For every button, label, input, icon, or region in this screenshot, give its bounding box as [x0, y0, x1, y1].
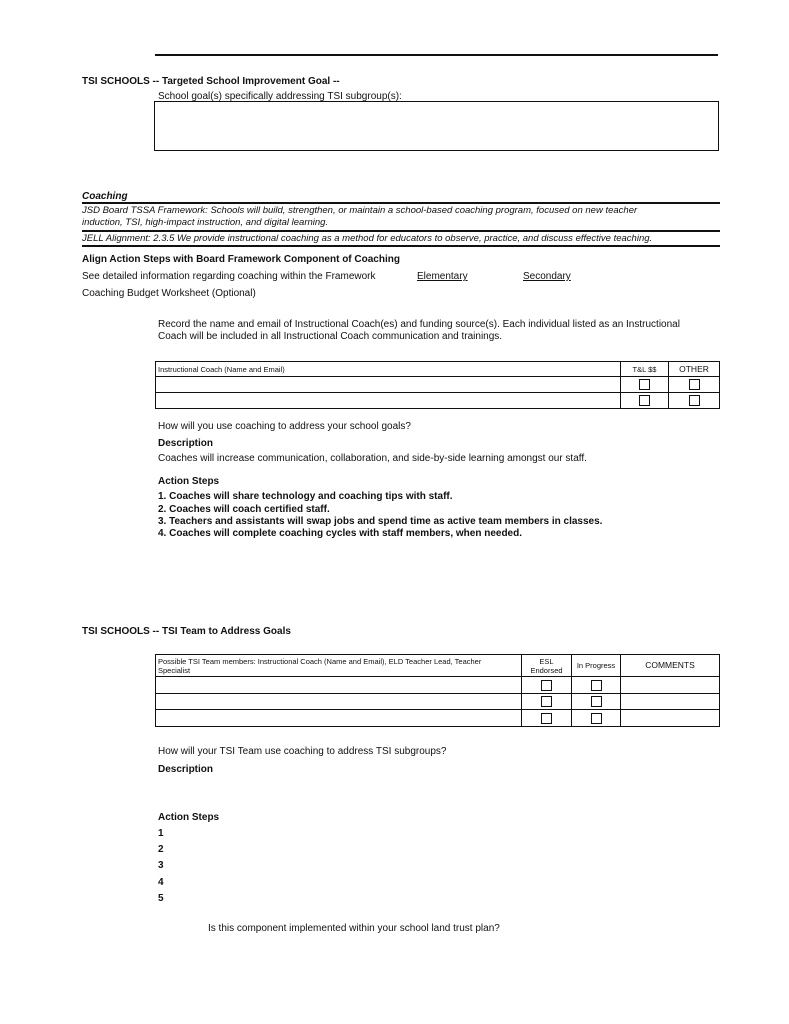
action-step: 4. Coaches will complete coaching cycles with staff members, when needed.: [158, 528, 523, 539]
table-row: [156, 694, 720, 710]
team-member-cell[interactable]: [156, 694, 522, 710]
in-progress-checkbox[interactable]: [591, 680, 602, 691]
in-progress-checkbox[interactable]: [591, 713, 602, 724]
budget-worksheet-text: Coaching Budget Worksheet (Optional): [82, 288, 256, 299]
tsi-team-table: [155, 654, 720, 727]
goal-prompt: School goal(s) specifically addressing TSI subgroup(s):: [158, 91, 402, 102]
comments-cell[interactable]: [621, 694, 720, 710]
goal-input-box[interactable]: [154, 101, 719, 151]
coach-header-other: OTHER: [669, 362, 720, 377]
coaching-heading: Coaching: [82, 191, 128, 202]
team-header-esl: ESL Endorsed: [522, 655, 572, 677]
coaching-rule-1: [82, 202, 720, 204]
team-action-number: 5: [158, 893, 164, 904]
top-rule: [155, 54, 718, 56]
coach-header-tl: T&L $$: [621, 362, 669, 377]
team-member-cell[interactable]: [156, 710, 522, 727]
record-instructions-line2: Coach will be included in all Instructional Coach communication and trainings.: [158, 331, 503, 342]
team-action-number: 4: [158, 877, 164, 888]
table-row: [156, 677, 720, 694]
other-checkbox[interactable]: [689, 379, 700, 390]
table-row: [156, 710, 720, 727]
action-step: 1. Coaches will share technology and coaching tips with staff.: [158, 491, 453, 502]
other-checkbox[interactable]: [689, 395, 700, 406]
coaching-rule-3: [82, 245, 720, 247]
team-header-progress: In Progress: [572, 655, 621, 677]
team-member-cell[interactable]: [156, 677, 522, 694]
table-row: [156, 377, 720, 393]
team-action-steps-label: Action Steps: [158, 812, 220, 823]
jell-alignment-text: JELL Alignment: 2.3.5 We provide instructional coaching as a method for educators to observe, practice, and discuss effective teaching.: [82, 233, 653, 244]
framework-text-line1: JSD Board TSSA Framework: Schools will build, strengthen, or maintain a school-based coaching program, focused on new teacher: [82, 205, 638, 216]
action-step: 3. Teachers and assistants will swap jobs and spend time as active team members in classes.: [158, 516, 603, 527]
tsi-goal-heading: TSI SCHOOLS -- Targeted School Improvement Goal --: [82, 76, 340, 87]
action-step: 2. Coaches will coach certified staff.: [158, 504, 330, 515]
see-detailed-text: See detailed information regarding coaching within the Framework: [82, 271, 376, 282]
coaching-rule-2: [82, 230, 720, 232]
coach-table: [155, 361, 720, 409]
tl-checkbox[interactable]: [639, 379, 650, 390]
esl-checkbox[interactable]: [541, 680, 552, 691]
description-text: Coaches will increase communication, collaboration, and side-by-side learning amongst our staff.: [158, 453, 587, 464]
coaching-question: How will you use coaching to address your school goals?: [158, 421, 411, 432]
team-header-comments: COMMENTS: [621, 655, 720, 677]
coach-header-name: Instructional Coach (Name and Email): [156, 362, 621, 377]
team-description-label: Description: [158, 764, 214, 775]
align-heading: Align Action Steps with Board Framework Component of Coaching: [82, 254, 400, 265]
team-action-number: 3: [158, 860, 164, 871]
description-label: Description: [158, 438, 214, 449]
in-progress-checkbox[interactable]: [591, 696, 602, 707]
team-question: How will your TSI Team use coaching to address TSI subgroups?: [158, 746, 447, 757]
comments-cell[interactable]: [621, 710, 720, 727]
tsi-team-heading: TSI SCHOOLS -- TSI Team to Address Goals: [82, 626, 291, 637]
secondary-link[interactable]: Secondary: [523, 271, 571, 282]
implemented-question: Is this component implemented within your school land trust plan?: [208, 923, 500, 934]
esl-checkbox[interactable]: [541, 696, 552, 707]
team-action-number: 2: [158, 844, 164, 855]
framework-text-line2: induction, TSI, high-impact instruction, and digital learning.: [82, 217, 329, 228]
comments-cell[interactable]: [621, 677, 720, 694]
team-action-number: 1: [158, 828, 164, 839]
coach-name-cell[interactable]: [156, 393, 621, 409]
tl-checkbox[interactable]: [639, 395, 650, 406]
elementary-link[interactable]: Elementary: [417, 271, 468, 282]
action-steps-label: Action Steps: [158, 476, 220, 487]
coach-name-cell[interactable]: [156, 377, 621, 393]
esl-checkbox[interactable]: [541, 713, 552, 724]
team-header-members: Possible TSI Team members: Instructional Coach (Name and Email), ELD Teacher Lead, Teacher Specialist: [156, 655, 522, 677]
table-row: [156, 393, 720, 409]
record-instructions-line1: Record the name and email of Instructional Coach(es) and funding source(s). Each individual listed as an Instructional: [158, 319, 680, 330]
